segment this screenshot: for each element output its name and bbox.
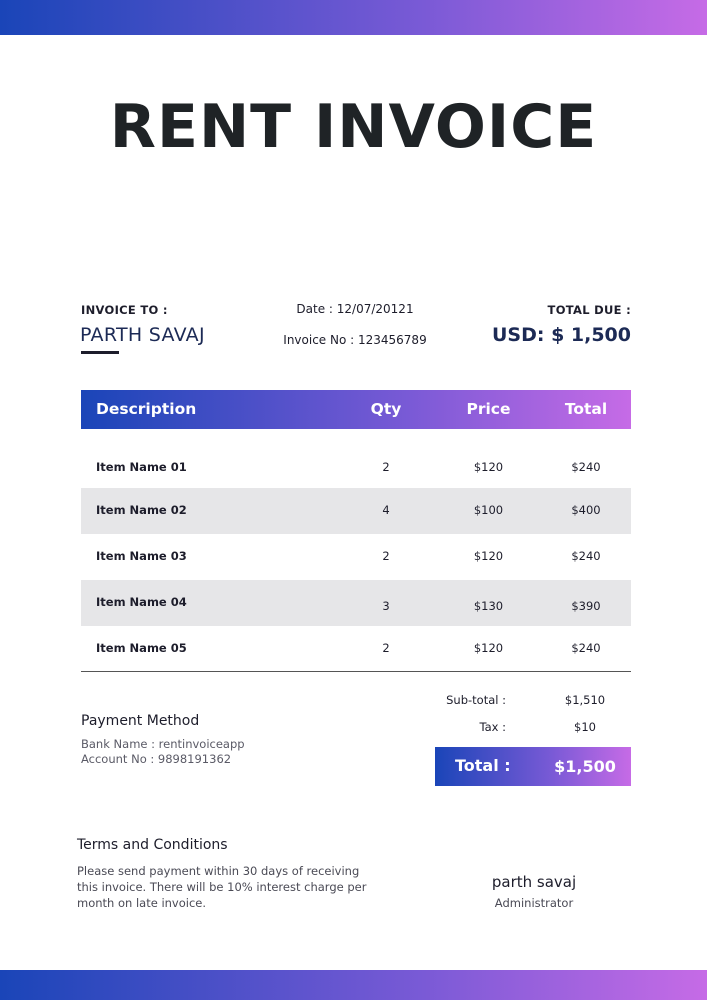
bank-name: Bank Name : rentinvoiceapp	[81, 737, 245, 751]
tax-value: $10	[574, 720, 596, 734]
grand-total-label: Total :	[455, 756, 511, 775]
client-underline	[81, 351, 119, 354]
item-qty: 2	[382, 641, 390, 655]
header-price: Price	[466, 400, 511, 418]
table-row	[81, 445, 631, 491]
item-price: $120	[473, 641, 504, 655]
header-qty: Qty	[370, 400, 402, 418]
table-row	[81, 626, 631, 672]
item-price: $130	[473, 599, 504, 613]
item-name: Item Name 05	[96, 641, 187, 655]
item-total: $240	[571, 460, 601, 474]
item-qty: 2	[382, 549, 390, 563]
item-price: $120	[473, 549, 504, 563]
item-price: $100	[473, 503, 504, 517]
item-qty: 4	[382, 503, 390, 517]
subtotal-value: $1,510	[564, 693, 606, 707]
item-qty: 3	[382, 599, 390, 613]
item-name: Item Name 02	[96, 503, 187, 517]
invoice-to-label: INVOICE TO :	[81, 303, 168, 317]
table-row	[81, 580, 631, 626]
item-total: $390	[571, 599, 601, 613]
table-row	[81, 534, 631, 580]
total-due-label: TOTAL DUE :	[547, 303, 631, 317]
invoice-date: Date : 12/07/20121	[296, 302, 414, 316]
table-bottom-rule	[81, 671, 631, 672]
account-number: Account No : 9898191362	[81, 752, 232, 766]
header-description: Description	[96, 400, 197, 418]
top-gradient-bar	[0, 0, 707, 35]
invoice-number: Invoice No : 123456789	[283, 333, 427, 347]
signature-name: parth savaj	[491, 873, 577, 891]
client-name: PARTH SAVAJ	[80, 324, 205, 346]
item-name: Item Name 01	[96, 460, 187, 474]
grand-total-value: $1,500	[554, 757, 616, 776]
item-qty: 2	[382, 460, 390, 474]
item-price: $120	[473, 460, 504, 474]
total-due-amount: USD: $ 1,500	[491, 324, 631, 346]
invoice-title: RENT INVOICE	[109, 92, 598, 162]
header-total: Total	[564, 400, 608, 418]
tax-label: Tax :	[479, 720, 506, 734]
subtotal-label: Sub-total :	[446, 693, 506, 707]
signature-role: Administrator	[494, 896, 574, 910]
table-row	[81, 488, 631, 534]
item-total: $400	[571, 503, 601, 517]
table-header	[81, 390, 631, 429]
bottom-gradient-bar	[0, 970, 707, 1000]
terms-text: Please send payment within 30 days of receiving this invoice. There will be 10% interest charge per month on late invoice.	[77, 864, 367, 910]
grand-total-box	[435, 747, 631, 786]
payment-method-title: Payment Method	[81, 713, 200, 729]
item-name: Item Name 04	[96, 595, 187, 609]
item-name: Item Name 03	[96, 549, 187, 563]
item-total: $240	[571, 641, 601, 655]
terms-title: Terms and Conditions	[77, 837, 228, 853]
item-total: $240	[571, 549, 601, 563]
